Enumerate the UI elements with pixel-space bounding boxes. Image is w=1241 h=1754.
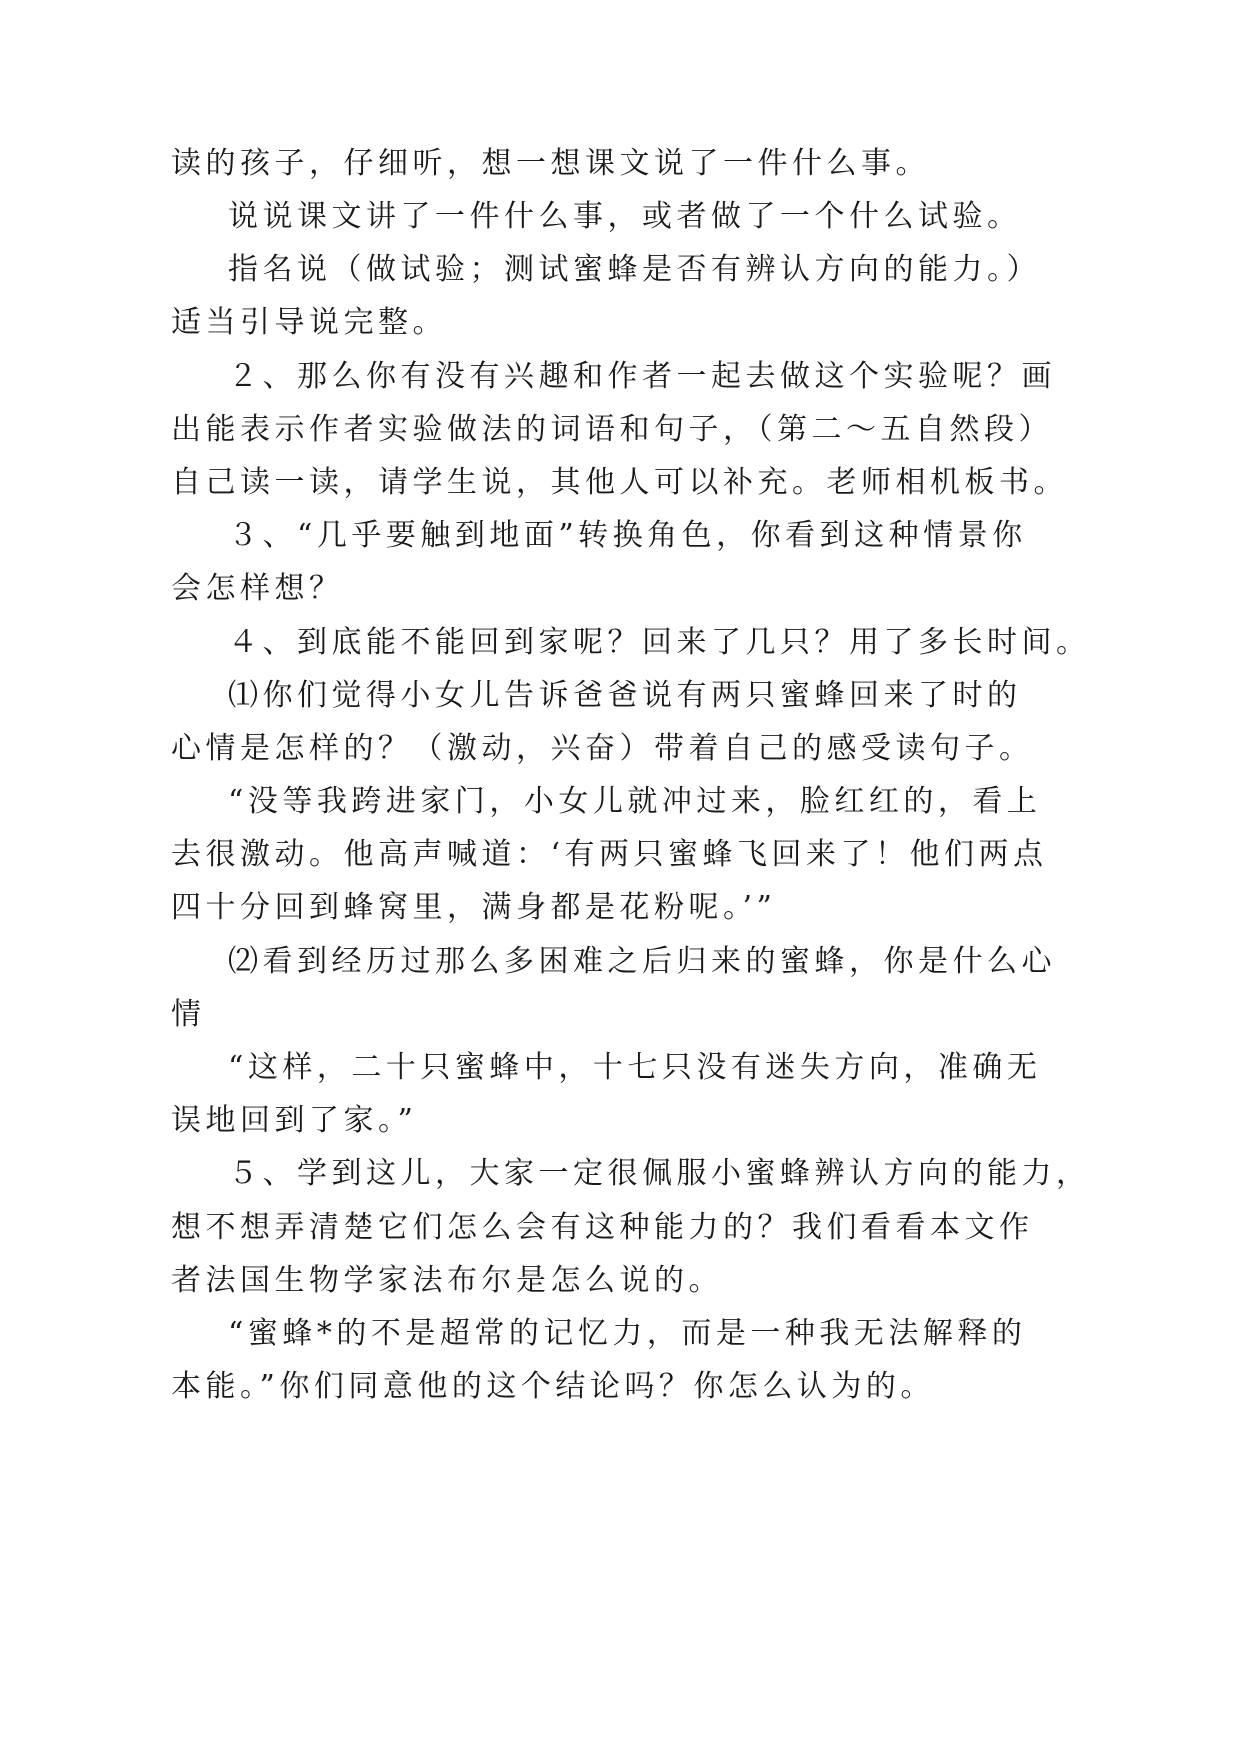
text-line: 本能。”你们同意他的这个结论吗？你怎么认为的。 bbox=[171, 1369, 935, 1404]
text-line: 适当引导说完整。 bbox=[171, 305, 447, 340]
text-line: ⑴你们觉得小女儿告诉爸爸说有两只蜜蜂回来了时的 bbox=[228, 678, 1022, 713]
text-line: 出能表示作者实验做法的词语和句子，（第二～五自然段） bbox=[171, 412, 1053, 447]
text-line: 误地回到了家。” bbox=[171, 1103, 418, 1138]
text-line: 者法国生物学家法布尔是怎么说的。 bbox=[171, 1263, 723, 1298]
text-line: ３、“几乎要触到地面”转换角色，你看到这种情景你 bbox=[228, 518, 1027, 553]
text-line: ４、到底能不能回到家呢？回来了几只？用了多长时间。 bbox=[228, 625, 1091, 660]
text-line: “蜜蜂*的不是超常的记忆力，而是一种我无法解释的 bbox=[228, 1316, 1027, 1351]
text-line: ２、那么你有没有兴趣和作者一起去做这个实验呢？画 bbox=[228, 359, 1056, 394]
text-line: 指名说（做试验；测试蜜蜂是否有辨认方向的能力。） bbox=[228, 252, 1041, 287]
text-line: 会怎样想？ bbox=[171, 571, 344, 606]
text-line: ⑵看到经历过那么多困难之后归来的蜜蜂，你是什么心 bbox=[228, 944, 1056, 979]
text-line: 四十分回到蜂窝里，满身都是花粉呢。’” bbox=[171, 890, 777, 925]
text-line: “这样，二十只蜜蜂中，十七只没有迷失方向，准确无 bbox=[228, 1050, 1042, 1085]
text-line: “没等我跨进家门，小女儿就冲过来，脸红红的，看上 bbox=[228, 784, 1042, 819]
text-line: 去很激动。他高声喊道：‘有两只蜜蜂飞回来了！他们两点 bbox=[171, 837, 1048, 872]
text-line: 情 bbox=[171, 997, 206, 1032]
text-line: 说说课文讲了一件什么事，或者做了一个什么试验。 bbox=[228, 199, 1022, 234]
text-line: 自己读一读，请学生说，其他人可以补充。老师相机板书。 bbox=[171, 465, 1068, 500]
text-line: 想不想弄清楚它们怎么会有这种能力的？我们看看本文作 bbox=[171, 1210, 1034, 1245]
text-line: 读的孩子，仔细听，想一想课文说了一件什么事。 bbox=[171, 146, 930, 181]
text-line: 心情是怎样的？（激动，兴奋）带着自己的感受读句子。 bbox=[171, 731, 1034, 766]
text-line: ５、学到这儿，大家一定很佩服小蜜蜂辨认方向的能力， bbox=[228, 1156, 1091, 1191]
